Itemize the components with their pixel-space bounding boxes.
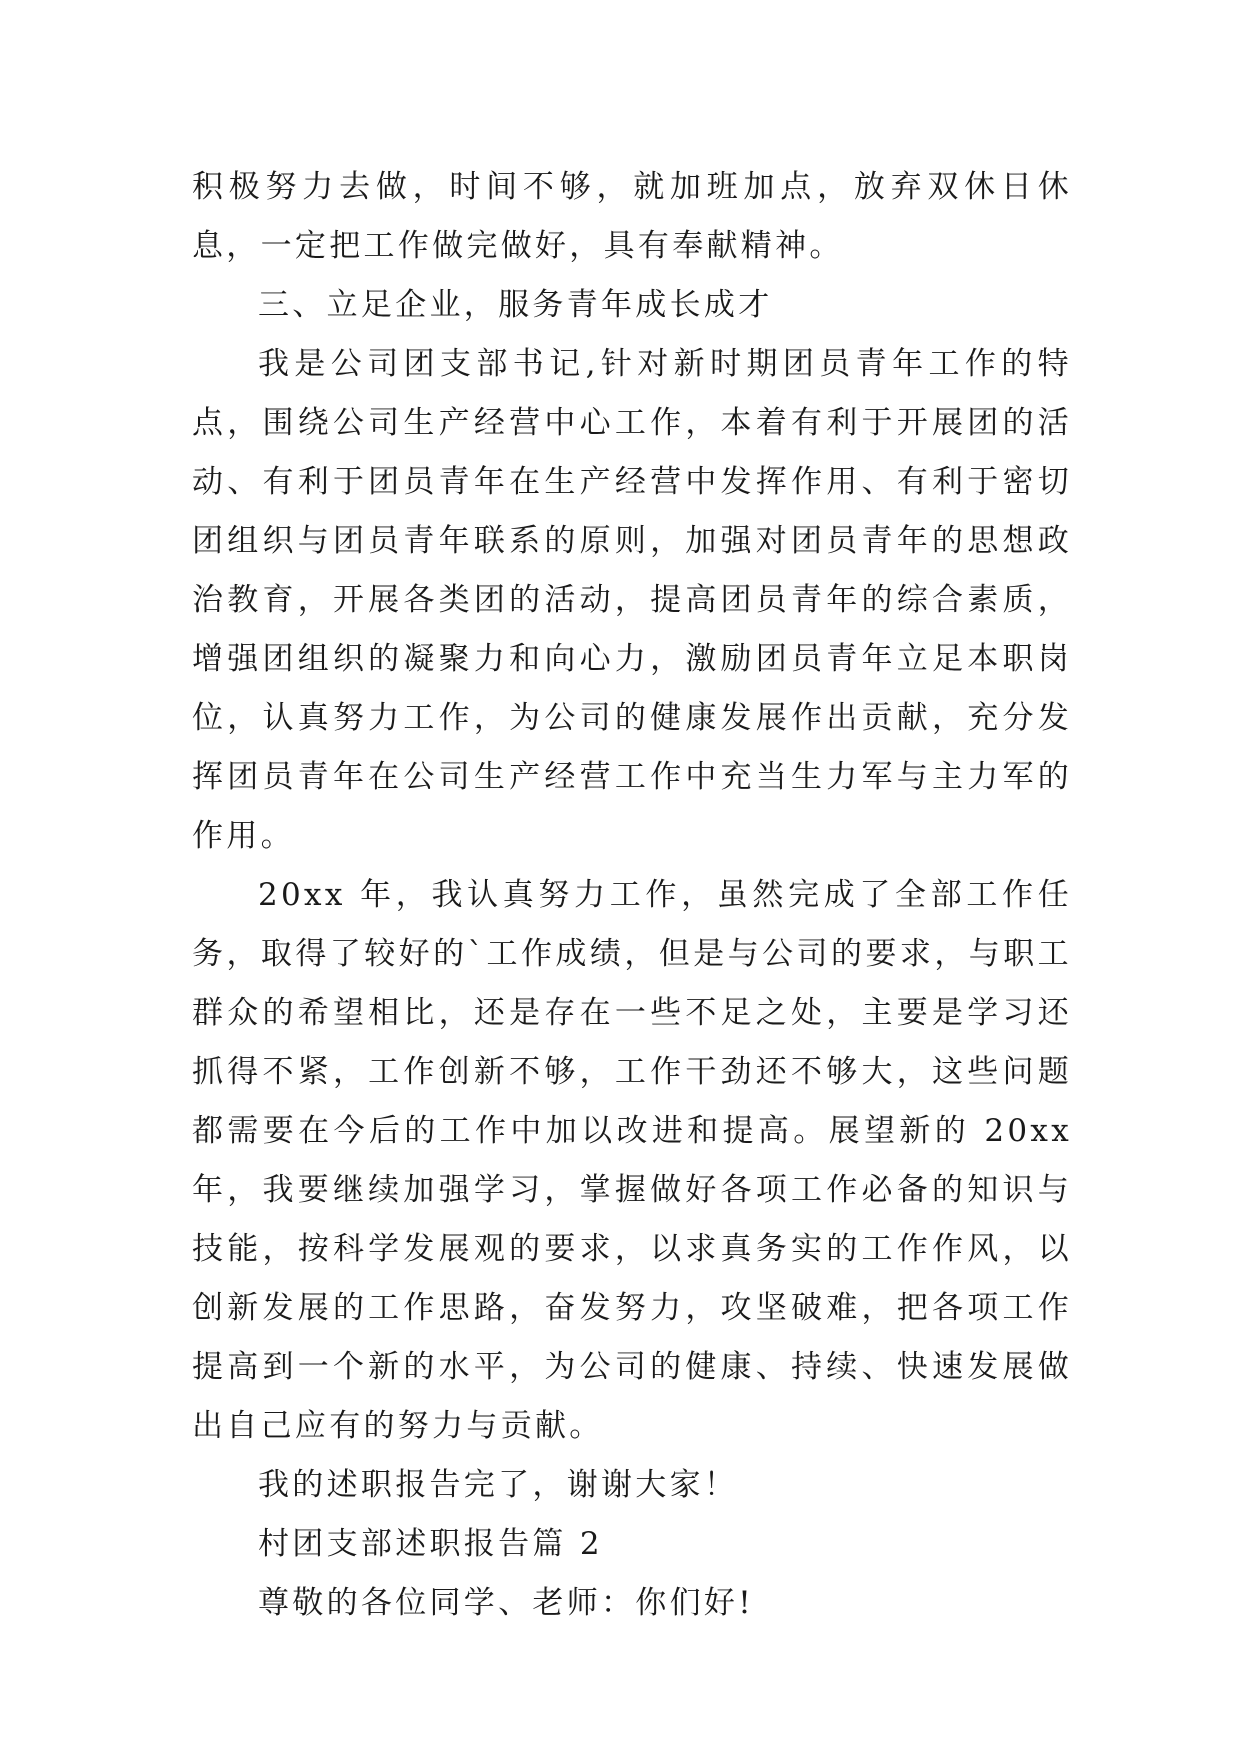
paragraph-year-summary: 20xx 年，我认真努力工作，虽然完成了全部工作任务，取得了较好的`工作成绩，但是与公司的要求，与职工群众的希望相比，还是存在一些不足之处，主要是学习还抓得不紧，工作创新不够，工作干劲还不够大，这些问题都需要在今后的工作中加以改进和提高。展望新的 20xx 年，我要继续加强学习，掌握做好各项工作必备的知识与技能，按科学发展观的要求，以求真务实的工作作风，以创新发展的工作思路，奋发努力，攻坚破难，把各项工作提高到一个新的水平，为公司的健康、持续、快速发展做出自己应有的努力与贡献。 — [192, 877, 1072, 1444]
paragraph-closing: 我的述职报告完了，谢谢大家！ — [258, 1467, 739, 1503]
salutation: 尊敬的各位同学、老师：你们好! — [258, 1585, 754, 1621]
paragraph-role-description: 我是公司团支部书记,针对新时期团员青年工作的特点，围绕公司生产经营中心工作，本着有利于开展团的活动、有利于团员青年在生产经营中发挥作用、有利于密切团组织与团员青年联系的原则，加强对团员青年的思想政治教育，开展各类团的活动，提高团员青年的综合素质，增强团组织的凝聚力和向心力，激励团员青年立足本职岗位，认真努力工作，为公司的健康发展作出贡献，充分发挥团员青年在公司生产经营工作中充当生力军与主力军的作用。 — [192, 346, 1072, 854]
report-title: 村团支部述职报告篇 2 — [258, 1526, 603, 1562]
document-body — [192, 158, 1072, 1633]
paragraph-continuation: 积极努力去做，时间不够，就加班加点，放弃双休日休息，一定把工作做完做好，具有奉献精神。 — [192, 169, 1072, 264]
section-heading: 三、立足企业，服务青年成长成才 — [258, 287, 773, 323]
